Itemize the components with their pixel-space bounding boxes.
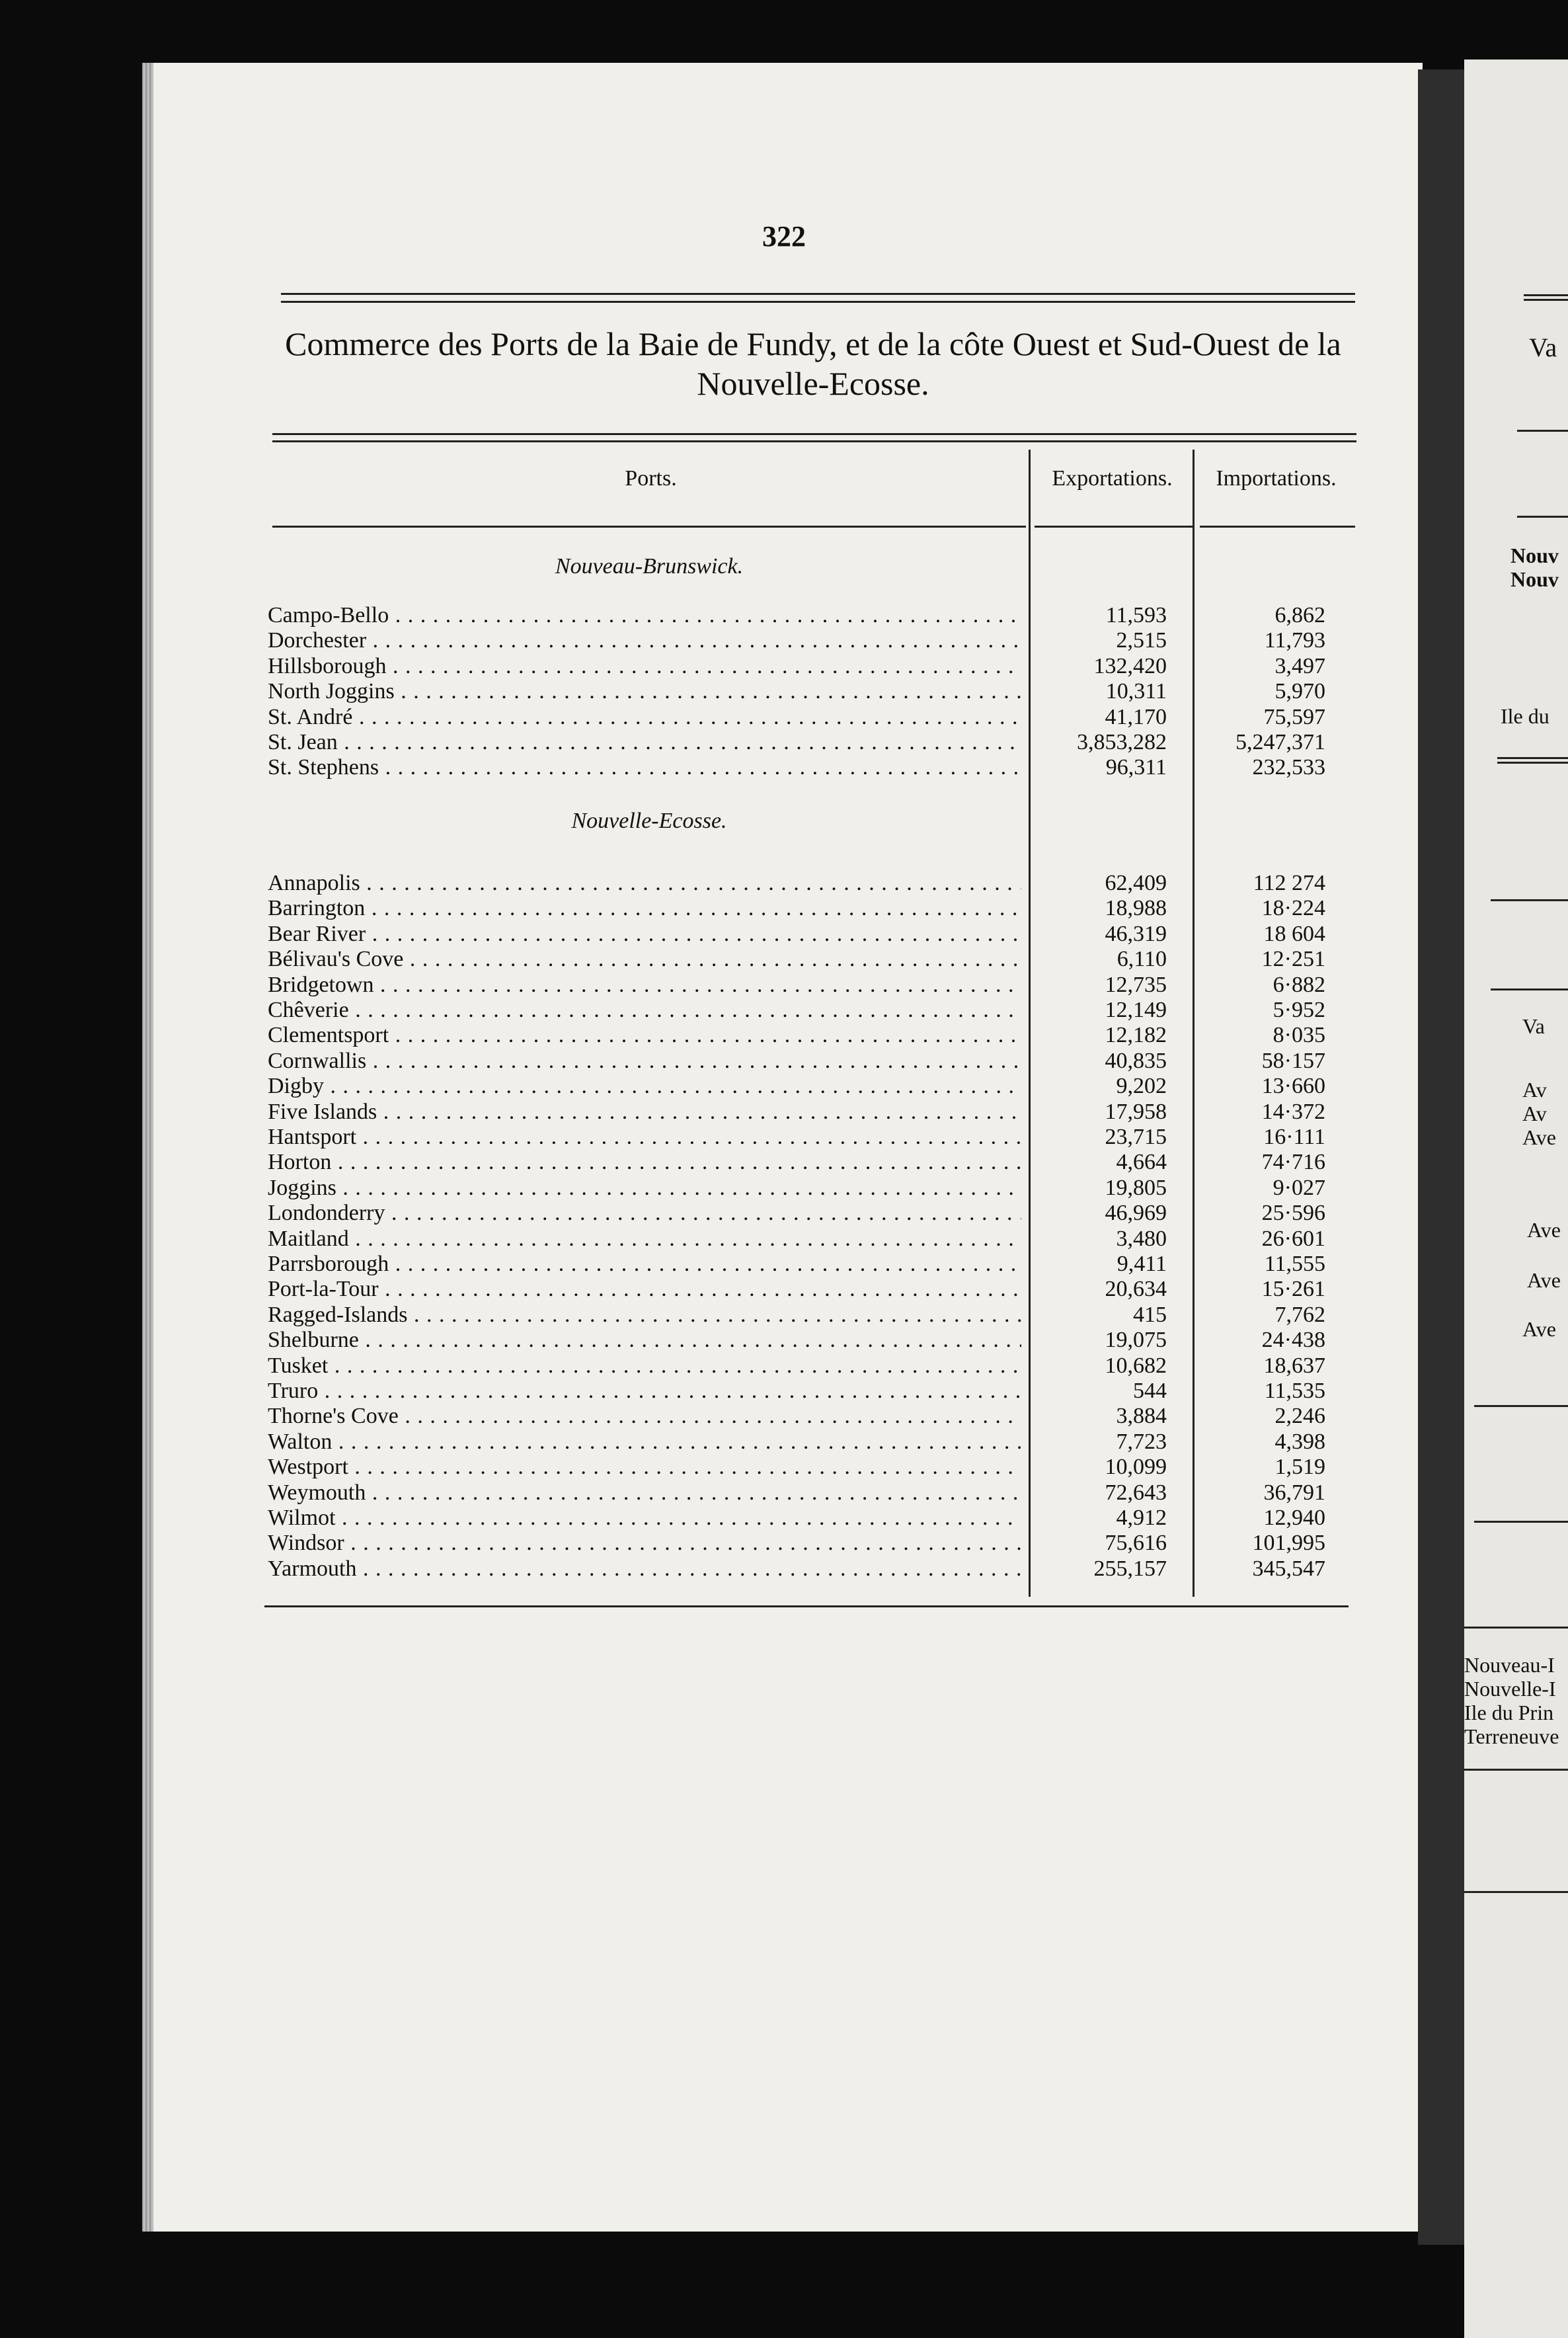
port-name: Wilmot . . . — [268, 1506, 1021, 1531]
port-name: Shelburne . . . — [268, 1328, 1021, 1353]
adjacent-fragment: Av — [1522, 1078, 1547, 1102]
table-row — [268, 896, 1325, 921]
imports-value: 14·372 — [1261, 1099, 1325, 1124]
adjacent-fragment: Ave — [1522, 1317, 1556, 1341]
exports-value: 11,593 — [1105, 603, 1167, 627]
table-row — [268, 603, 1325, 628]
exports-value: 19,805 — [1105, 1175, 1167, 1200]
adjacent-fragment: Nouv — [1510, 567, 1559, 591]
exports-value: 23,715 — [1105, 1125, 1167, 1149]
imports-value: 25·596 — [1261, 1201, 1325, 1226]
port-name: Port-la-Tour . . . — [268, 1277, 1021, 1302]
imports-value: 11,555 — [1264, 1252, 1325, 1276]
imports-value: 6,862 — [1274, 603, 1325, 627]
exports-value: 41,170 — [1105, 704, 1167, 729]
table-row — [268, 730, 1325, 755]
port-name: Annapolis . . . — [268, 871, 1021, 896]
column-header-imports: Importations. — [1216, 466, 1337, 491]
table-bottom-rule — [264, 1605, 1349, 1607]
port-name: Chêverie . . . — [268, 998, 1021, 1023]
adjacent-fragment: Ile du — [1501, 704, 1549, 728]
adjacent-page — [1464, 60, 1568, 2338]
port-name: North Joggins . . . — [268, 679, 1021, 704]
exports-value: 12,149 — [1105, 998, 1167, 1022]
port-name: Digby . . . — [268, 1074, 1021, 1099]
adjacent-rule — [1524, 299, 1568, 301]
port-name: Tusket . . . — [268, 1353, 1021, 1379]
port-name: Westport . . . — [268, 1455, 1021, 1480]
imports-value: 2,246 — [1274, 1404, 1325, 1429]
port-name: Five Islands . . . — [268, 1100, 1021, 1125]
adjacent-fragment: Va — [1529, 333, 1557, 362]
port-name: St. André . . . — [268, 705, 1021, 730]
table-row — [268, 1480, 1325, 1506]
table-row — [268, 679, 1325, 704]
header-top-rule — [272, 440, 1356, 442]
header-bottom-rule — [1035, 526, 1193, 528]
exports-value: 10,311 — [1105, 679, 1167, 704]
exports-value: 9,411 — [1117, 1252, 1167, 1276]
imports-value: 4,398 — [1274, 1429, 1325, 1454]
table-row — [268, 1227, 1325, 1252]
adjacent-fragment: Nouvelle-I — [1464, 1677, 1556, 1701]
exports-value: 72,643 — [1105, 1480, 1167, 1505]
adjacent-fragment: Ile du Prin — [1464, 1701, 1554, 1724]
port-name: Hillsborough . . . — [268, 654, 1021, 679]
table-row — [268, 1556, 1325, 1582]
header-bottom-rule — [1200, 526, 1355, 528]
title-rule — [281, 293, 1355, 295]
port-name: Dorchester . . . — [268, 628, 1021, 653]
table-row — [268, 654, 1325, 679]
exports-value: 75,616 — [1105, 1531, 1167, 1556]
table-row — [268, 1506, 1325, 1531]
port-name: Hantsport . . . — [268, 1125, 1021, 1150]
section-heading-nouveau-brunswick: Nouveau-Brunswick. — [555, 554, 744, 579]
imports-value: 18·224 — [1261, 896, 1325, 921]
imports-value: 13·660 — [1261, 1074, 1325, 1099]
imports-value: 345,547 — [1252, 1556, 1325, 1581]
table-row — [268, 1150, 1325, 1175]
table-row — [268, 1049, 1325, 1074]
exports-value: 40,835 — [1105, 1048, 1167, 1073]
table-row — [268, 755, 1325, 780]
port-name: Clementsport . . . — [268, 1023, 1021, 1048]
table-row — [268, 1125, 1325, 1150]
adjacent-rule — [1474, 1521, 1568, 1523]
section-heading-nouvelle-ecosse: Nouvelle-Ecosse. — [571, 809, 727, 833]
exports-value: 9,202 — [1116, 1074, 1167, 1099]
table-row — [268, 1379, 1325, 1404]
title-rule — [281, 301, 1355, 303]
imports-value: 101,995 — [1252, 1531, 1325, 1556]
book-gutter — [1418, 69, 1468, 2245]
adjacent-fragment: Ave — [1522, 1125, 1556, 1149]
imports-value: 74·716 — [1261, 1150, 1325, 1175]
table-row — [268, 1404, 1325, 1429]
exports-value: 18,988 — [1105, 896, 1167, 921]
port-name: Campo-Bello . . . — [268, 603, 1021, 628]
imports-value: 112 274 — [1253, 871, 1325, 895]
exports-value: 544 — [1133, 1379, 1167, 1403]
table-row — [268, 705, 1325, 730]
exports-value: 255,157 — [1093, 1556, 1167, 1581]
imports-value: 7,762 — [1274, 1302, 1325, 1327]
imports-value: 5·952 — [1273, 998, 1325, 1022]
page-number: 322 — [762, 220, 806, 253]
port-name: Maitland . . . — [268, 1227, 1021, 1252]
exports-value: 17,958 — [1105, 1099, 1167, 1124]
exports-value: 10,682 — [1105, 1353, 1167, 1378]
port-name: Cornwallis . . . — [268, 1049, 1021, 1074]
table-row — [268, 1252, 1325, 1277]
imports-value: 18,637 — [1263, 1353, 1325, 1378]
adjacent-rule — [1464, 1891, 1568, 1893]
port-name: Londonderry . . . — [268, 1201, 1021, 1226]
imports-value: 8·035 — [1273, 1023, 1325, 1048]
table-row — [268, 1303, 1325, 1328]
port-name: St. Stephens . . . — [268, 755, 1021, 780]
imports-value: 11,535 — [1264, 1379, 1325, 1403]
imports-value: 18 604 — [1263, 921, 1325, 946]
table-row — [268, 1201, 1325, 1226]
port-name: Thorne's Cove . . . — [268, 1404, 1021, 1429]
table-row — [268, 947, 1325, 972]
table-row — [268, 973, 1325, 998]
imports-value: 75,597 — [1263, 704, 1325, 729]
adjacent-fragment: Ave — [1527, 1268, 1561, 1292]
header-top-rule — [272, 433, 1356, 435]
imports-value: 58·157 — [1261, 1048, 1325, 1073]
adjacent-fragment: Nouveau-I — [1464, 1653, 1555, 1677]
imports-value: 26·601 — [1261, 1226, 1325, 1251]
adjacent-rule — [1464, 1627, 1568, 1629]
table-row — [268, 1277, 1325, 1302]
exports-value: 3,480 — [1116, 1226, 1167, 1251]
imports-value: 24·438 — [1261, 1328, 1325, 1353]
port-name: Bear River . . . — [268, 922, 1021, 947]
table-row — [268, 1176, 1325, 1201]
table-title: Commerce des Ports de la Baie de Fundy, et de la côte Ouest et Sud-Ouest de la Nouvelle-Ecosse. — [285, 325, 1341, 402]
exports-value: 7,723 — [1116, 1429, 1167, 1454]
column-header-exports: Exportations. — [1052, 466, 1173, 491]
port-name: Barrington . . . — [268, 896, 1021, 921]
port-name: Truro . . . — [268, 1379, 1021, 1404]
exports-value: 6,110 — [1117, 947, 1167, 972]
adjacent-rule — [1474, 1405, 1568, 1407]
exports-value: 96,311 — [1105, 755, 1167, 780]
adjacent-fragment: Terreneuve — [1464, 1724, 1559, 1748]
header-bottom-rule — [272, 526, 1026, 528]
imports-value: 15·261 — [1261, 1277, 1325, 1302]
port-name: Joggins . . . — [268, 1176, 1021, 1201]
port-name: Ragged-Islands . . . — [268, 1303, 1021, 1328]
exports-value: 415 — [1133, 1302, 1167, 1327]
imports-value: 11,793 — [1264, 628, 1325, 653]
adjacent-fragment: Va — [1522, 1014, 1545, 1038]
exports-value: 12,182 — [1105, 1023, 1167, 1048]
table-row — [268, 628, 1325, 653]
table-row — [268, 1430, 1325, 1455]
port-name: St. Jean . . . — [268, 730, 1021, 755]
adjacent-rule — [1497, 762, 1568, 764]
port-name: Yarmouth . . . — [268, 1556, 1021, 1582]
adjacent-fragment: Nouv — [1510, 544, 1559, 567]
exports-value: 46,319 — [1105, 921, 1167, 946]
table-row — [268, 871, 1325, 896]
exports-value: 132,420 — [1093, 653, 1167, 678]
port-name: Walton . . . — [268, 1430, 1021, 1455]
imports-value: 36,791 — [1263, 1480, 1325, 1505]
exports-value: 3,884 — [1116, 1404, 1167, 1429]
port-name: Weymouth . . . — [268, 1480, 1021, 1506]
imports-value: 3,497 — [1274, 653, 1325, 678]
exports-value: 10,099 — [1105, 1455, 1167, 1480]
adjacent-fragment: Av — [1522, 1102, 1547, 1125]
table-row — [268, 1455, 1325, 1480]
imports-value: 1,519 — [1274, 1455, 1325, 1480]
imports-value: 5,970 — [1274, 679, 1325, 704]
imports-value: 12,940 — [1263, 1506, 1325, 1530]
exports-value: 4,664 — [1116, 1150, 1167, 1175]
port-name: Windsor . . . — [268, 1531, 1021, 1556]
adjacent-rule — [1517, 430, 1568, 432]
column-header-ports: Ports. — [625, 466, 677, 491]
adjacent-rule — [1464, 1769, 1568, 1771]
imports-value: 232,533 — [1252, 755, 1325, 780]
port-name: Bridgetown . . . — [268, 973, 1021, 998]
table-row — [268, 1353, 1325, 1379]
adjacent-rule — [1491, 899, 1568, 901]
adjacent-rule — [1524, 294, 1568, 296]
exports-value: 2,515 — [1116, 628, 1167, 653]
adjacent-rule — [1491, 988, 1568, 990]
exports-value: 12,735 — [1105, 972, 1167, 997]
adjacent-rule — [1497, 757, 1568, 759]
port-name: Horton . . . — [268, 1150, 1021, 1175]
exports-value: 20,634 — [1105, 1277, 1167, 1302]
exports-value: 46,969 — [1105, 1201, 1167, 1226]
imports-value: 9·027 — [1273, 1175, 1325, 1200]
adjacent-fragment: Ave — [1527, 1218, 1561, 1242]
table-row — [268, 922, 1325, 947]
exports-value: 19,075 — [1105, 1328, 1167, 1353]
exports-value: 62,409 — [1105, 871, 1167, 895]
table-row — [268, 1100, 1325, 1125]
port-name: Parrsborough . . . — [268, 1252, 1021, 1277]
imports-value: 12·251 — [1261, 947, 1325, 972]
table-row — [268, 1074, 1325, 1099]
port-name: Bélivau's Cove . . . — [268, 947, 1021, 972]
table-row — [268, 1328, 1325, 1353]
exports-value: 4,912 — [1116, 1506, 1167, 1530]
imports-value: 5,247,371 — [1235, 730, 1325, 754]
imports-value: 6·882 — [1273, 972, 1325, 997]
table-row — [268, 998, 1325, 1023]
table-row — [268, 1531, 1325, 1556]
table-row — [268, 1023, 1325, 1048]
imports-value: 16·111 — [1263, 1125, 1325, 1149]
exports-value: 3,853,282 — [1077, 730, 1167, 754]
adjacent-rule — [1517, 516, 1568, 518]
